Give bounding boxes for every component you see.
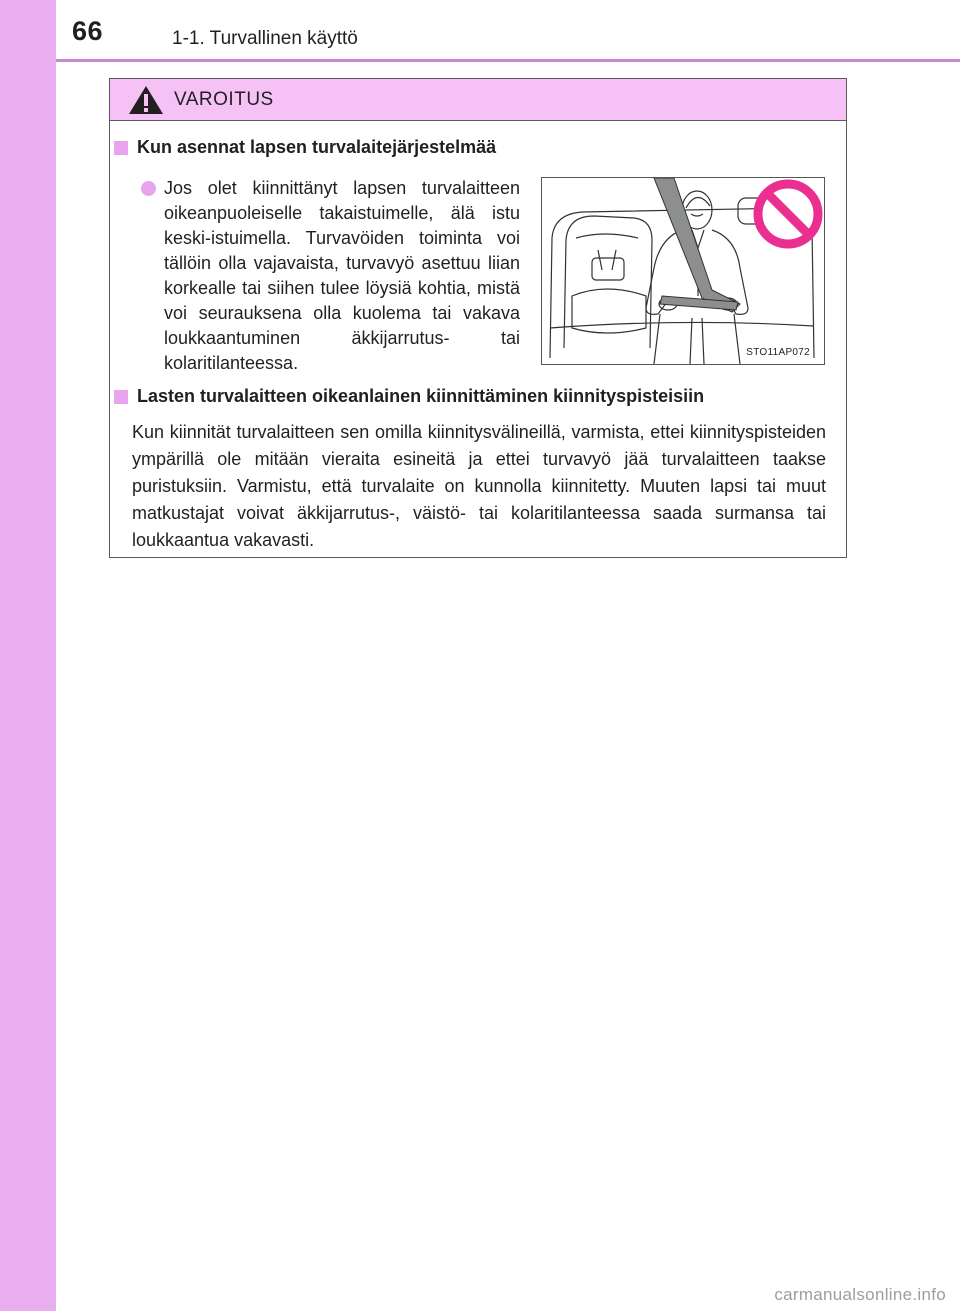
- heading-text: Kun asennat lapsen turvalaitejärjestelmää: [137, 137, 497, 157]
- warning-box: [109, 78, 847, 558]
- section-heading-child-restraint-install: [114, 137, 496, 158]
- watermark: carmanualsonline.info: [774, 1285, 946, 1304]
- square-bullet-icon: [114, 141, 128, 155]
- warning-label: VAROITUS: [174, 89, 274, 110]
- warning-header: [110, 79, 846, 121]
- square-bullet-icon: [114, 390, 128, 404]
- circle-bullet-icon: [141, 181, 156, 196]
- body-paragraph: Kun kiinnität turvalaitteen sen omilla kiinnitysvälineillä, varmista, ettei kiinnityspisteiden ympärillä ole mitään vieraita esineitä ja ettei turvavyö jää turvalaitteen taakse puristuksiin. Varmistu, että turvalaite on kunnolla kiinnitetty. Muuten lapsi tai muut matkustajat voivat äkkijarrutus-, väistö- tai kolaritilanteessa saada surmansa tai loukkaantua vakavasti.: [132, 422, 826, 550]
- seat-drawing: [542, 178, 825, 365]
- section-heading-anchor-points: [114, 386, 704, 407]
- bullet-text: Jos olet kiinnittänyt lapsen turvalaitteen oikeanpuoleiselle takaistuimelle, älä istu keski-istuimella. Turvavöiden toiminta voi tällöin olla vajavaista, turvavyö asettuu liian korkealle tai siihen tulee löysiä kohtia, mistä voi seurauksena olla kuolema tai vakava loukkaantuminen äkkijarrutus- tai kolaritilanteessa.: [164, 178, 520, 373]
- side-color-strip: [0, 0, 56, 1311]
- prohibition-sign-icon: [758, 184, 818, 244]
- bullet-paragraph: [164, 176, 520, 376]
- figure-code: STO11AP072: [746, 347, 810, 358]
- heading-text: Lasten turvalaitteen oikeanlainen kiinnittäminen kiinnityspisteisiin: [137, 386, 705, 406]
- section-title: 1-1. Turvallinen käyttö: [172, 28, 358, 49]
- rear-seat-illustration: [541, 177, 825, 365]
- header-divider: [56, 59, 960, 62]
- page-number: 66: [72, 16, 104, 46]
- warning-triangle-icon: [128, 85, 164, 115]
